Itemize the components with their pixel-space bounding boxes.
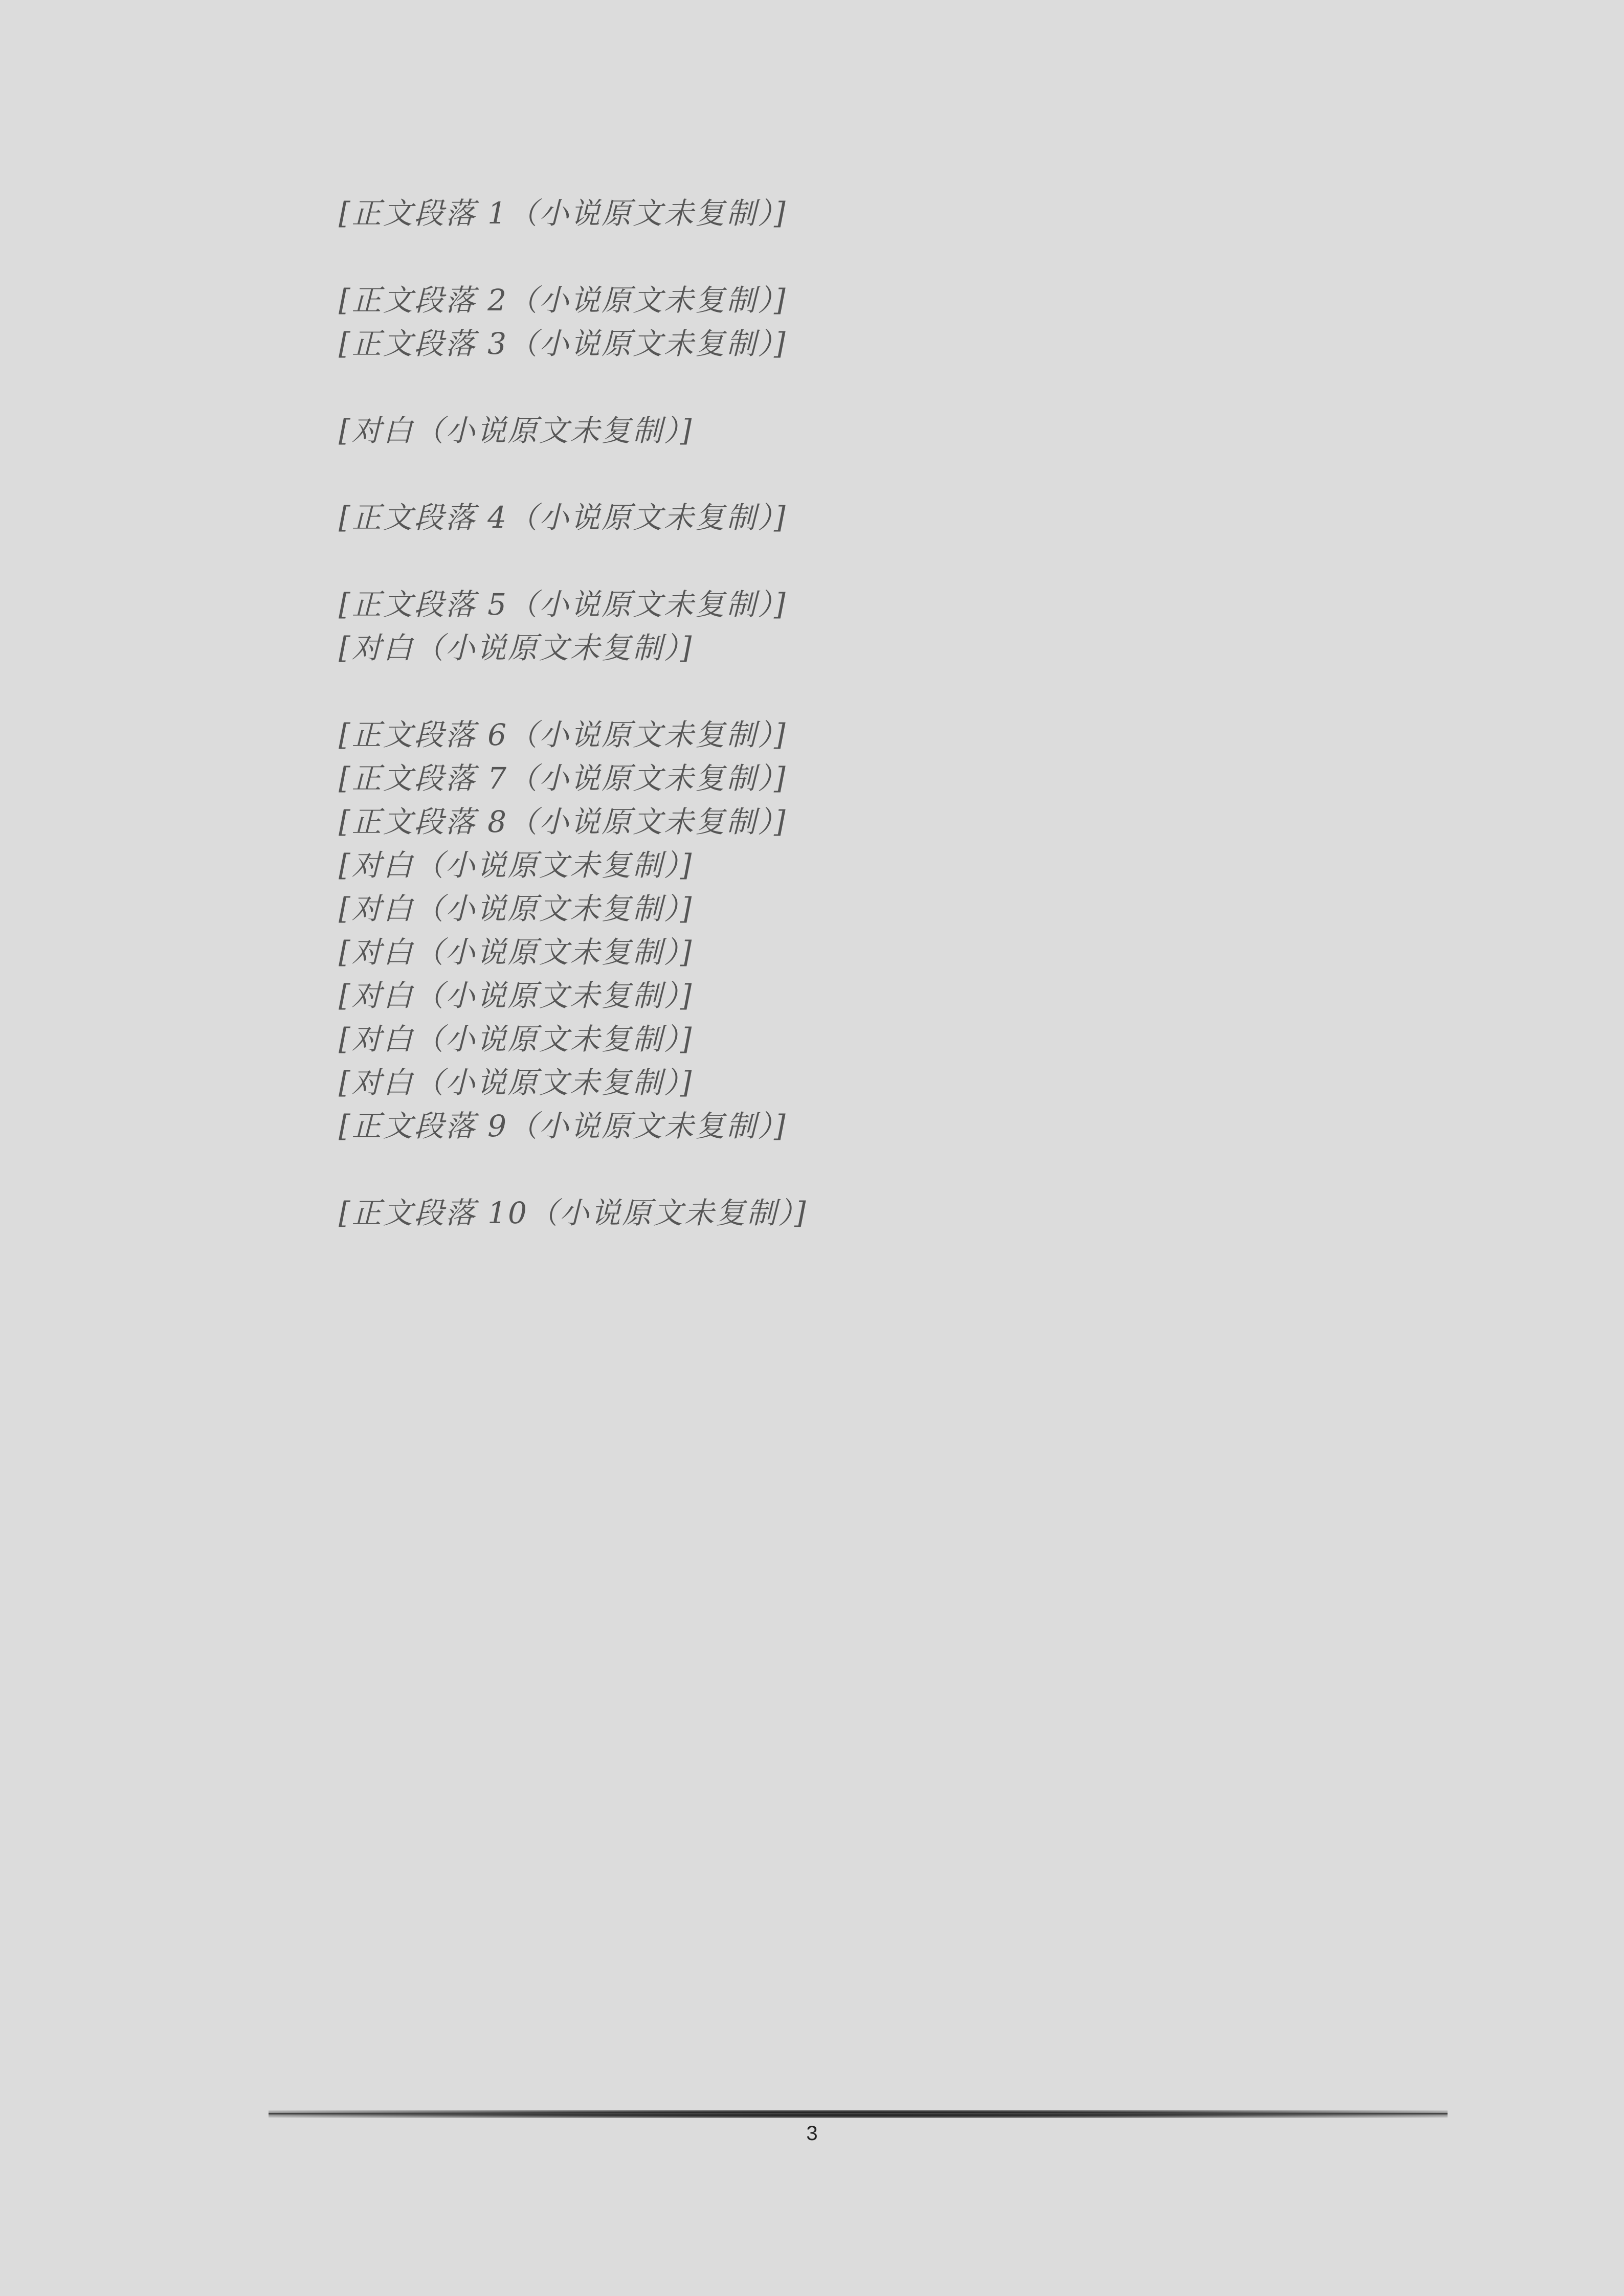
dialogue-line: [对白（小说原文未复制）] bbox=[339, 891, 694, 926]
body-paragraph: [正文段落 10（小说原文未复制）] bbox=[339, 1196, 808, 1230]
body-paragraph: [正文段落 2（小说原文未复制）] bbox=[339, 283, 787, 318]
dialogue-line: [对白（小说原文未复制）] bbox=[339, 935, 694, 970]
body-paragraph: [正文段落 1（小说原文未复制）] bbox=[339, 196, 787, 231]
body-paragraph: [正文段落 6（小说原文未复制）] bbox=[339, 717, 787, 752]
body-paragraph: [正文段落 4（小说原文未复制）] bbox=[339, 500, 787, 535]
body-paragraph: [正文段落 9（小说原文未复制）] bbox=[339, 1109, 787, 1143]
body-paragraph: [正文段落 3（小说原文未复制）] bbox=[339, 326, 787, 361]
dialogue-line: [对白（小说原文未复制）] bbox=[339, 413, 694, 448]
page-number: 3 bbox=[806, 2122, 818, 2145]
document-body bbox=[271, 192, 1355, 1235]
footer-divider-line bbox=[269, 2113, 1448, 2114]
body-paragraph: [正文段落 5（小说原文未复制）] bbox=[339, 587, 787, 622]
dialogue-line: [对白（小说原文未复制）] bbox=[339, 631, 694, 665]
dialogue-line: [对白（小说原文未复制）] bbox=[339, 848, 694, 883]
body-paragraph: [正文段落 8（小说原文未复制）] bbox=[339, 804, 787, 839]
body-paragraph: [正文段落 7（小说原文未复制）] bbox=[339, 761, 787, 796]
dialogue-line: [对白（小说原文未复制）] bbox=[339, 1065, 694, 1100]
dialogue-line: [对白（小说原文未复制）] bbox=[339, 978, 694, 1013]
dialogue-line: [对白（小说原文未复制）] bbox=[339, 1022, 694, 1056]
